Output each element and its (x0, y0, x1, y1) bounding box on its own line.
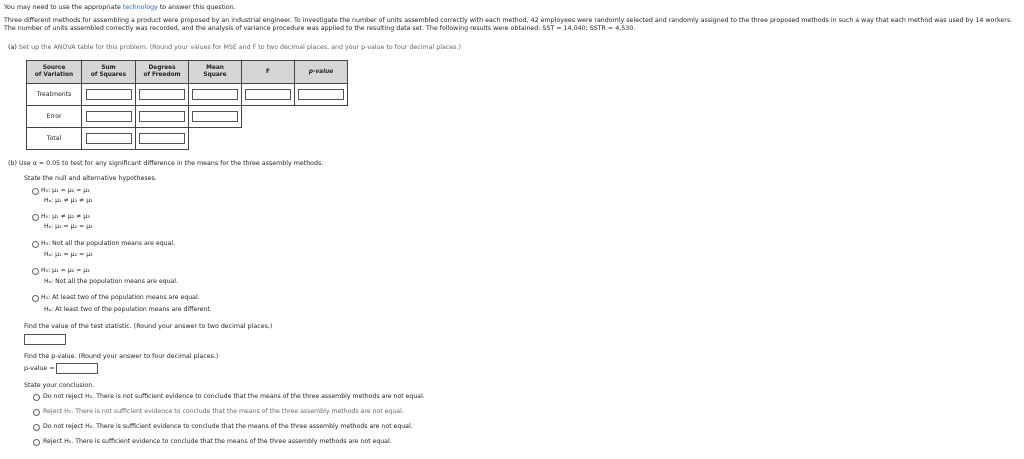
total-f-empty (242, 128, 295, 150)
treatments-ss-input[interactable] (86, 89, 132, 100)
test-statistic-prompt: Find the value of the test statistic. (Round your answer to two decimal places.) (24, 323, 273, 330)
header-source-line2: of Variation (34, 72, 74, 78)
total-ss-input[interactable] (86, 133, 132, 144)
conclusion-option-4-radio[interactable] (33, 439, 40, 446)
instruction-line (4, 4, 236, 12)
error-ss-input[interactable] (86, 111, 132, 122)
row-label-total: Total (27, 128, 82, 150)
conclusion-prompt: State your conclusion. (24, 382, 95, 389)
conclusion-option-2-radio[interactable] (33, 409, 40, 416)
instruction-prefix: You may need to use the appropriate (4, 4, 121, 11)
header-ss-line1: Sum (101, 65, 116, 72)
anova-table (26, 60, 348, 150)
header-source-line1: Source (42, 65, 66, 72)
conclusion-option-2-text: Reject H₀. There is not sufficient evidence to conclude that the means of the three assembly methods are not equal. (43, 408, 404, 415)
hypothesis-option-4-ha: Hₐ: Not all the population means are equal. (44, 278, 178, 285)
error-ms-input[interactable] (192, 111, 238, 122)
hypothesis-option-5-h0: H₀: At least two of the population means are equal. (41, 294, 200, 301)
treatments-df-input[interactable] (139, 89, 185, 100)
p-value-input[interactable] (56, 363, 98, 374)
technology-link[interactable]: technology (122, 4, 158, 11)
anova-row-total (27, 128, 348, 150)
hypothesis-option-3-ha: Hₐ: μ₁ = μ₂ = μ₃ (44, 251, 93, 258)
header-ms-line2: Square (203, 72, 227, 78)
header-ms-line1: Mean (206, 65, 224, 72)
header-mean-square (189, 61, 242, 84)
header-ss-line2: of Squares (90, 72, 127, 78)
conclusion-option-4-text: Reject H₀. There is sufficient evidence to conclude that the means of the three assembly methods are not equal. (43, 438, 392, 445)
anova-row-error (27, 106, 348, 128)
header-df-line2: of Freedom (143, 72, 181, 78)
part-a-text: Set up the ANOVA table for this problem. (Round your values for MSE and F to two decimal places, and your p-value to four decimal places.) (18, 44, 461, 51)
instruction-suffix: to answer this question. (159, 4, 236, 11)
part-b-label: (b) (8, 160, 17, 167)
header-sum-squares (82, 61, 136, 84)
p-value-prompt: Find the p-value. (Round your answer to four decimal places.) (24, 353, 219, 360)
hypothesis-option-2-radio[interactable] (32, 214, 39, 221)
problem-statement: Three different methods for assembling a product were proposed by an industrial engineer. To investigate the number of units assembled correctly with each method, 42 employees were randomly selected and randomly assigned to the three proposed methods in such a way that each method was used by 14 workers. The number of units assembled correctly was recorded, and the analysis of variance procedure was applied to the resulting data set. The following results were obtained: SST = 14,040; SSTR = 4,530. (4, 17, 1013, 32)
anova-header-row (27, 61, 348, 84)
test-statistic-input[interactable] (24, 334, 66, 345)
error-p-empty (295, 106, 348, 128)
hypothesis-option-3-h0: H₀: Not all the population means are equal. (41, 240, 176, 247)
p-value-label: p-value = (24, 365, 55, 372)
header-source (27, 61, 82, 84)
hypothesis-option-5-radio[interactable] (32, 295, 39, 302)
header-f: F (242, 61, 295, 84)
total-p-empty (295, 128, 348, 150)
hypothesis-option-4-h0: H₀: μ₁ = μ₂ = μ₃ (41, 267, 90, 274)
header-p-value: p-value (295, 61, 348, 84)
treatments-ms-input[interactable] (192, 89, 238, 100)
error-df-input[interactable] (139, 111, 185, 122)
hypothesis-option-3-radio[interactable] (32, 241, 39, 248)
anova-row-treatments (27, 84, 348, 106)
total-ms-empty (189, 128, 242, 150)
part-b-instruction (8, 160, 323, 168)
header-degrees-freedom (136, 61, 189, 84)
hypothesis-option-1-ha: Hₐ: μ₁ ≠ μ₂ ≠ μ₃ (44, 197, 93, 204)
hypothesis-option-2-h0: H₀: μ₁ ≠ μ₂ ≠ μ₃ (41, 213, 90, 220)
hypothesis-option-5-ha: Hₐ: At least two of the population means are different. (44, 306, 212, 313)
part-b-text: Use α = 0.05 to test for any significant difference in the means for the three assembly methods. (18, 160, 324, 167)
part-a-label: (a) (8, 44, 17, 51)
conclusion-option-1-text: Do not reject H₀. There is not sufficient evidence to conclude that the means of the three assembly methods are not equal. (43, 393, 425, 400)
row-label-error: Error (27, 106, 82, 128)
row-label-treatments: Treatments (27, 84, 82, 106)
conclusion-option-3-text: Do not reject H₀. There is sufficient evidence to conclude that the means of the three assembly methods are not equal. (43, 423, 413, 430)
treatments-f-input[interactable] (245, 89, 291, 100)
conclusion-option-3-radio[interactable] (33, 424, 40, 431)
hypothesis-option-1-radio[interactable] (32, 188, 39, 195)
total-df-input[interactable] (139, 133, 185, 144)
part-a-instruction (8, 44, 461, 52)
conclusion-option-1-radio[interactable] (33, 394, 40, 401)
header-df-line1: Degrees (148, 65, 176, 72)
hypothesis-option-1-h0: H₀: μ₁ = μ₂ = μ₃ (41, 187, 90, 194)
state-hypotheses-prompt: State the null and alternative hypotheses. (24, 175, 157, 182)
hypothesis-option-4-radio[interactable] (32, 268, 39, 275)
hypothesis-option-2-ha: Hₐ: μ₁ = μ₂ = μ₃ (44, 223, 93, 230)
error-f-empty (242, 106, 295, 128)
treatments-p-input[interactable] (298, 89, 344, 100)
